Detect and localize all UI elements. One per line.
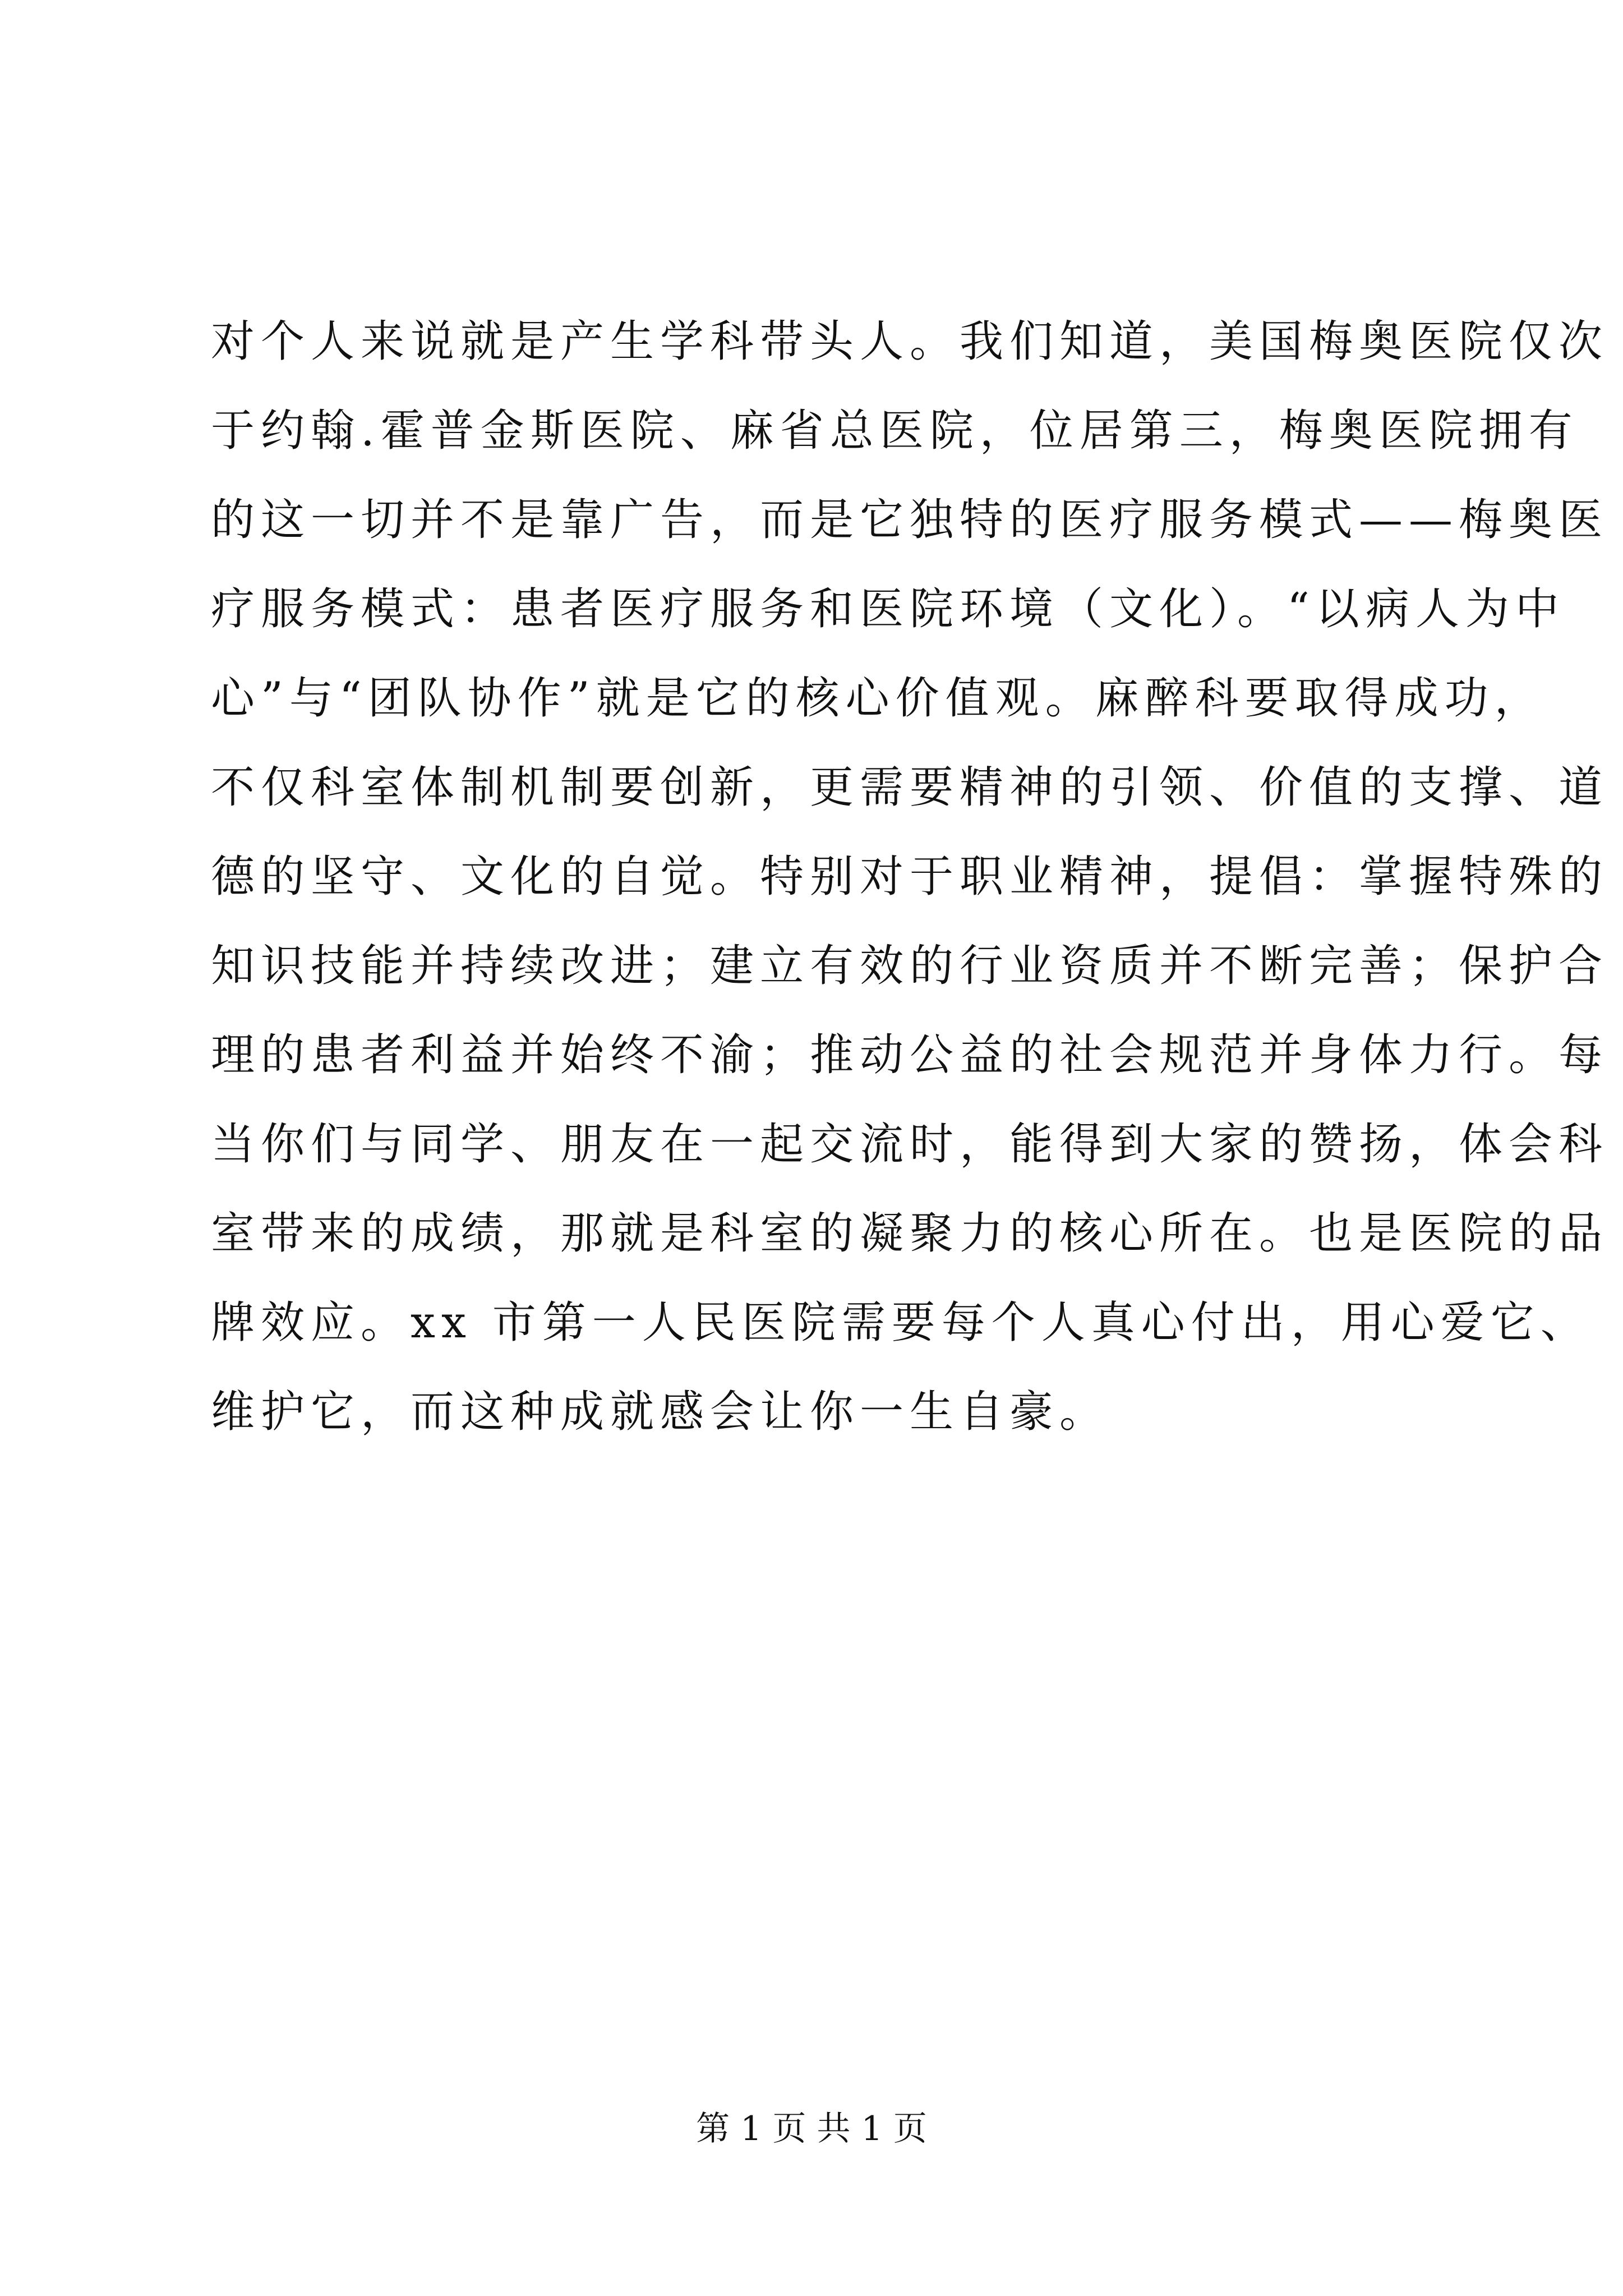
text-line: 维护它，而这种成就感会让你一生自豪。 [211,1387,1110,1437]
text-line: 知识技能并持续改进；建立有效的行业资质并不断完善；保护合 [211,941,1609,991]
text-line: 室带来的成绩，那就是科室的凝聚力的核心所在。也是医院的品 [211,1208,1609,1259]
text-line: 德的坚守、文化的自觉。特别对于职业精神，提倡：掌握特殊的 [211,852,1609,902]
body-text [211,297,1609,1457]
text-line: 当你们与同学、朋友在一起交流时，能得到大家的赞扬，体会科 [211,1119,1609,1170]
text-line: 理的患者利益并始终不渝；推动公益的社会规范并身体力行。每 [211,1030,1609,1080]
text-line: 疗服务模式：患者医疗服务和医院环境（文化）。“以病人为中 [211,584,1565,634]
text-line: 的这一切并不是靠广告，而是它独特的医疗服务模式——梅奥医 [211,495,1609,545]
text-line: 对个人来说就是产生学科带头人。我们知道，美国梅奥医院仅次 [211,316,1609,367]
text-line: 于约翰.霍普金斯医院、麻省总医院，位居第三，梅奥医院拥有 [211,406,1579,456]
page-footer [0,2106,1623,2151]
text-line: 不仅科室体制机制要创新，更需要精神的引领、价值的支撑、道 [211,762,1609,813]
page-number: 第 1 页 共 1 页 [696,2109,927,2148]
text-line: 心”与“团队协作”就是它的核心价值观。麻醉科要取得成功， [211,673,1544,724]
text-line: 牌效应。xx 市第一人民医院需要每个人真心付出，用心爱它、 [211,1297,1590,1348]
